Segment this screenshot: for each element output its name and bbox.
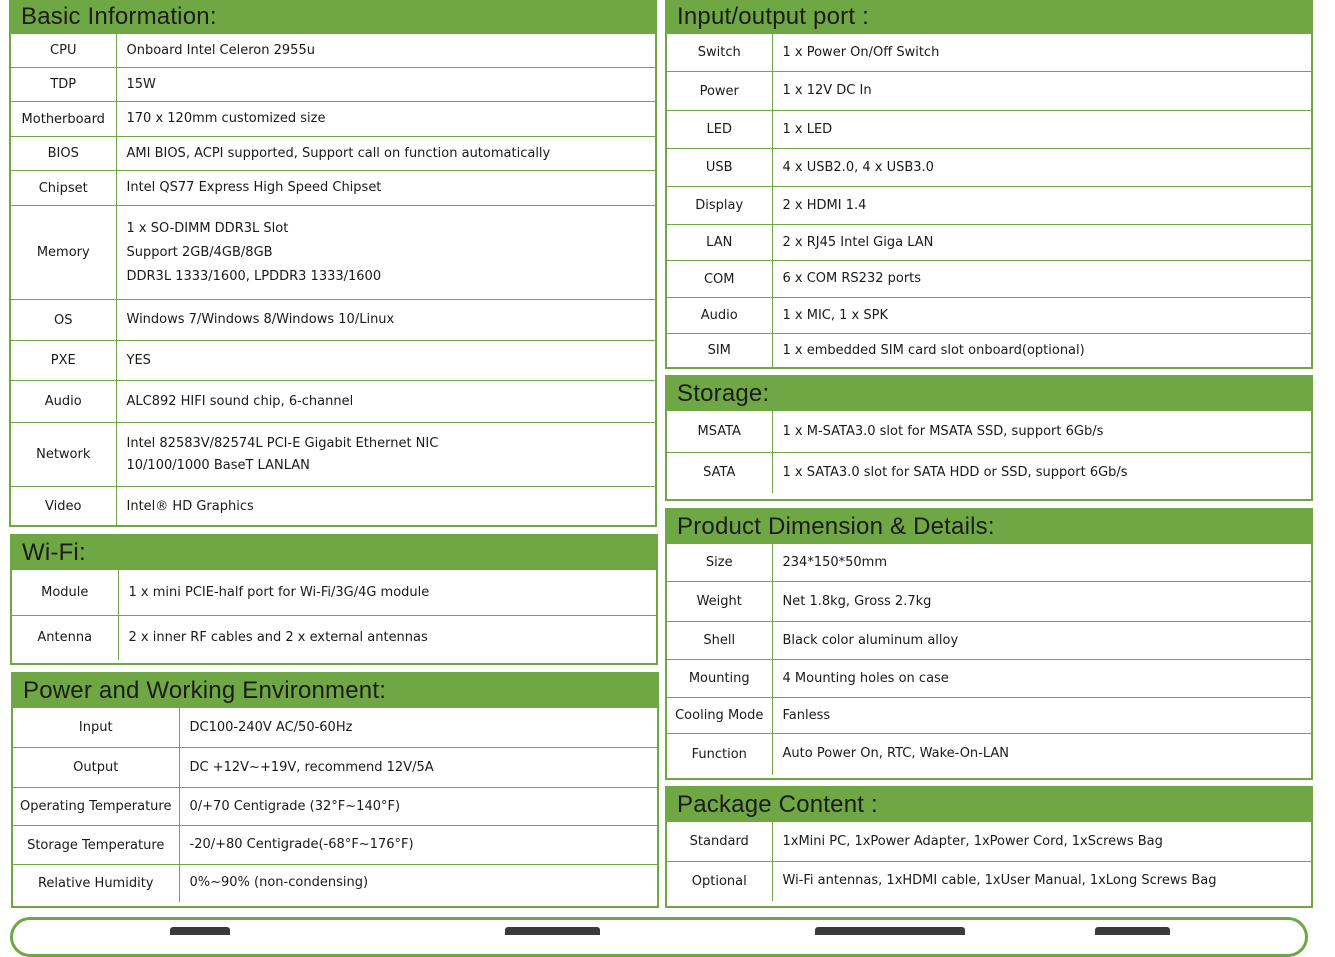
product-dimension-panel <box>665 508 1313 780</box>
spec-label: Audio <box>667 298 772 334</box>
spec-value-cell <box>772 453 1311 493</box>
section-title: Wi-Fi: <box>12 536 656 569</box>
spec-value: DDR3L 1333/1600, LPDDR3 1333/1600 <box>126 268 382 284</box>
spec-row <box>11 423 655 487</box>
spec-value: -20/+80 Centigrade(-68°F~176°F) <box>189 837 414 852</box>
spec-label: Standard <box>667 822 772 862</box>
spec-value: 170 x 120mm customized size <box>126 111 326 126</box>
spec-value: 1 x LED <box>782 121 833 137</box>
spec-value-cell <box>116 206 655 300</box>
spec-value-cell <box>772 582 1311 622</box>
spec-label: TDP <box>11 68 116 102</box>
spec-row <box>667 453 1311 493</box>
spec-row <box>667 72 1311 111</box>
spec-value-cell <box>772 34 1311 72</box>
spec-value: 4 Mounting holes on case <box>782 670 949 686</box>
spec-value: 1 x mini PCIE-half port for Wi-Fi/3G/4G module <box>128 584 430 600</box>
spec-value-cell <box>772 72 1311 111</box>
section-title: Package Content : <box>667 788 1311 821</box>
spec-label: Input <box>13 708 179 748</box>
spec-value-cell <box>772 261 1311 298</box>
spec-label: Motherboard <box>11 102 116 137</box>
basic-information-panel <box>9 0 657 527</box>
spec-label: Shell <box>667 622 772 660</box>
spec-value-cell <box>772 698 1311 734</box>
section-title: Basic Information: <box>11 0 655 33</box>
spec-value-cell <box>179 865 657 902</box>
spec-value-cell <box>116 34 655 68</box>
spec-value: 1 x 12V DC In <box>782 83 872 98</box>
spec-row <box>12 616 656 660</box>
spec-label: Power <box>667 72 772 111</box>
spec-row <box>667 225 1311 261</box>
spec-value: 0%~90% (non-condensing) <box>189 875 369 891</box>
spec-value: 1 x Power On/Off Switch <box>782 44 940 60</box>
spec-label: Video <box>11 487 116 527</box>
spec-row <box>13 788 657 826</box>
spec-value: Auto Power On, RTC, Wake-On-LAN <box>782 746 1010 762</box>
spec-value: YES <box>126 352 151 368</box>
spec-label: Output <box>13 748 179 788</box>
spec-table <box>13 707 657 902</box>
spec-label: LAN <box>667 225 772 261</box>
spec-label: Network <box>11 423 116 487</box>
spec-value: 2 x RJ45 Intel Giga LAN <box>782 234 934 250</box>
spec-value: Intel 82583V/82574L PCI-E Gigabit Ethernet NIC <box>126 435 439 451</box>
spec-label: USB <box>667 149 772 187</box>
spec-value: 234*150*50mm <box>782 554 887 570</box>
spec-label: SIM <box>667 334 772 368</box>
spec-table <box>667 543 1311 775</box>
spec-value-cell <box>116 487 655 527</box>
spec-value-cell <box>772 187 1311 225</box>
spec-row <box>11 34 655 68</box>
spec-row <box>11 68 655 102</box>
package-content-panel <box>665 786 1313 908</box>
spec-row <box>12 570 656 616</box>
spec-value: Black color aluminum alloy <box>782 632 959 648</box>
spec-row <box>11 300 655 341</box>
spec-label: Chipset <box>11 171 116 206</box>
spec-row <box>667 622 1311 660</box>
spec-value: 15W <box>126 76 156 92</box>
spec-row <box>667 149 1311 187</box>
spec-label: BIOS <box>11 137 116 171</box>
spec-value: Net 1.8kg, Gross 2.7kg <box>782 593 932 609</box>
spec-value-cell <box>116 102 655 137</box>
spec-label: Function <box>667 734 772 775</box>
spec-value: 6 x COM RS232 ports <box>782 271 922 286</box>
spec-value: 0/+70 Centigrade (32°F~140°F) <box>189 798 401 814</box>
spec-value: 2 x inner RF cables and 2 x external antennas <box>128 629 428 645</box>
spec-label: Module <box>12 570 118 616</box>
spec-label: Memory <box>11 206 116 300</box>
spec-table <box>667 821 1311 901</box>
spec-row <box>11 137 655 171</box>
spec-value: AMI BIOS, ACPI supported, Support call on function automatically <box>126 145 551 161</box>
spec-value-cell <box>116 68 655 102</box>
spec-label: Optional <box>667 862 772 901</box>
spec-value: Support 2GB/4GB/8GB <box>126 244 273 260</box>
spec-value-cell <box>118 616 656 660</box>
spec-label: Switch <box>667 34 772 72</box>
wifi-panel <box>10 534 658 665</box>
spec-value: 1xMini PC, 1xPower Adapter, 1xPower Cord, 1xScrews Bag <box>782 833 1163 849</box>
spec-label: CPU <box>11 34 116 68</box>
spec-value-cell <box>116 423 655 487</box>
power-environment-panel <box>11 672 659 908</box>
spec-value-cell <box>772 149 1311 187</box>
spec-label: SATA <box>667 453 772 493</box>
spec-value-cell <box>772 862 1311 901</box>
spec-table <box>12 569 656 660</box>
spec-value: 4 x USB2.0, 4 x USB3.0 <box>782 159 934 175</box>
spec-row <box>667 411 1311 453</box>
spec-label: Cooling Mode <box>667 698 772 734</box>
spec-row <box>11 171 655 206</box>
spec-value-cell <box>772 298 1311 334</box>
spec-value: 1 x embedded SIM card slot onboard(optional) <box>782 342 1085 358</box>
section-title: Product Dimension & Details: <box>667 510 1311 543</box>
spec-value: Wi-Fi antennas, 1xHDMI cable, 1xUser Manual, 1xLong Screws Bag <box>782 873 1217 889</box>
spec-row <box>11 102 655 137</box>
spec-row <box>667 862 1311 901</box>
spec-row <box>667 544 1311 582</box>
spec-value-cell <box>179 788 657 826</box>
spec-value-cell <box>116 381 655 423</box>
spec-value: 1 x SATA3.0 slot for SATA HDD or SSD, support 6Gb/s <box>782 464 1128 480</box>
spec-label: Size <box>667 544 772 582</box>
spec-label: Display <box>667 187 772 225</box>
spec-value-cell <box>179 748 657 788</box>
spec-row <box>667 698 1311 734</box>
spec-value-cell <box>116 300 655 341</box>
spec-value-cell <box>772 822 1311 862</box>
spec-label: LED <box>667 111 772 149</box>
spec-row <box>667 261 1311 298</box>
spec-row <box>11 341 655 381</box>
spec-value-cell <box>116 341 655 381</box>
spec-value: 10/100/1000 BaseT LANLAN <box>126 457 310 473</box>
spec-value: DC100-240V AC/50-60Hz <box>189 719 353 735</box>
spec-value: Fanless <box>782 707 831 723</box>
spec-row <box>667 34 1311 72</box>
spec-value: DC +12V~+19V, recommend 12V/5A <box>189 759 434 775</box>
spec-label: Weight <box>667 582 772 622</box>
spec-value-cell <box>772 660 1311 698</box>
spec-row <box>11 206 655 300</box>
spec-value-cell <box>118 570 656 616</box>
spec-row <box>667 822 1311 862</box>
spec-value: 1 x MIC, 1 x SPK <box>782 307 888 323</box>
spec-row <box>667 660 1311 698</box>
spec-row <box>11 487 655 527</box>
spec-label: Relative Humidity <box>13 865 179 902</box>
product-photo-frame <box>10 917 1308 957</box>
spec-value-cell <box>772 411 1311 453</box>
spec-value: ALC892 HIFI sound chip, 6-channel <box>126 393 354 409</box>
spec-value: Intel® HD Graphics <box>126 498 254 514</box>
io-port-panel <box>665 0 1313 369</box>
spec-row <box>13 708 657 748</box>
section-title: Power and Working Environment: <box>13 674 657 707</box>
spec-value: Windows 7/Windows 8/Windows 10/Linux <box>126 312 395 327</box>
spec-label: Antenna <box>12 616 118 660</box>
spec-row <box>13 826 657 865</box>
spec-value-cell <box>772 225 1311 261</box>
spec-value: Onboard Intel Celeron 2955u <box>126 42 315 58</box>
spec-row <box>11 381 655 423</box>
spec-value: Intel QS77 Express High Speed Chipset <box>126 180 382 195</box>
spec-value-cell <box>772 734 1311 775</box>
spec-label: MSATA <box>667 411 772 453</box>
spec-row <box>667 734 1311 775</box>
spec-value: 1 x SO-DIMM DDR3L Slot <box>126 220 289 236</box>
spec-value: 2 x HDMI 1.4 <box>782 197 867 213</box>
spec-value-cell <box>772 334 1311 368</box>
spec-label: Storage Temperature <box>13 826 179 865</box>
spec-row <box>13 748 657 788</box>
spec-row <box>667 298 1311 334</box>
spec-value-cell <box>179 708 657 748</box>
spec-label: Audio <box>11 381 116 423</box>
spec-value: 1 x M-SATA3.0 slot for MSATA SSD, support 6Gb/s <box>782 423 1104 439</box>
spec-row <box>667 111 1311 149</box>
spec-label: PXE <box>11 341 116 381</box>
spec-table <box>11 33 655 527</box>
spec-row <box>667 187 1311 225</box>
spec-row <box>667 582 1311 622</box>
spec-row <box>13 865 657 902</box>
spec-value-cell <box>179 826 657 865</box>
section-title: Storage: <box>667 377 1311 410</box>
spec-table <box>667 33 1311 368</box>
spec-value-cell <box>772 111 1311 149</box>
spec-row <box>667 334 1311 368</box>
section-title: Input/output port : <box>667 0 1311 33</box>
spec-label: OS <box>11 300 116 341</box>
spec-label: Operating Temperature <box>13 788 179 826</box>
storage-panel <box>665 375 1313 501</box>
spec-table <box>667 410 1311 493</box>
spec-value-cell <box>772 544 1311 582</box>
spec-label: Mounting <box>667 660 772 698</box>
spec-label: COM <box>667 261 772 298</box>
spec-value-cell <box>116 137 655 171</box>
spec-value-cell <box>772 622 1311 660</box>
spec-value-cell <box>116 171 655 206</box>
